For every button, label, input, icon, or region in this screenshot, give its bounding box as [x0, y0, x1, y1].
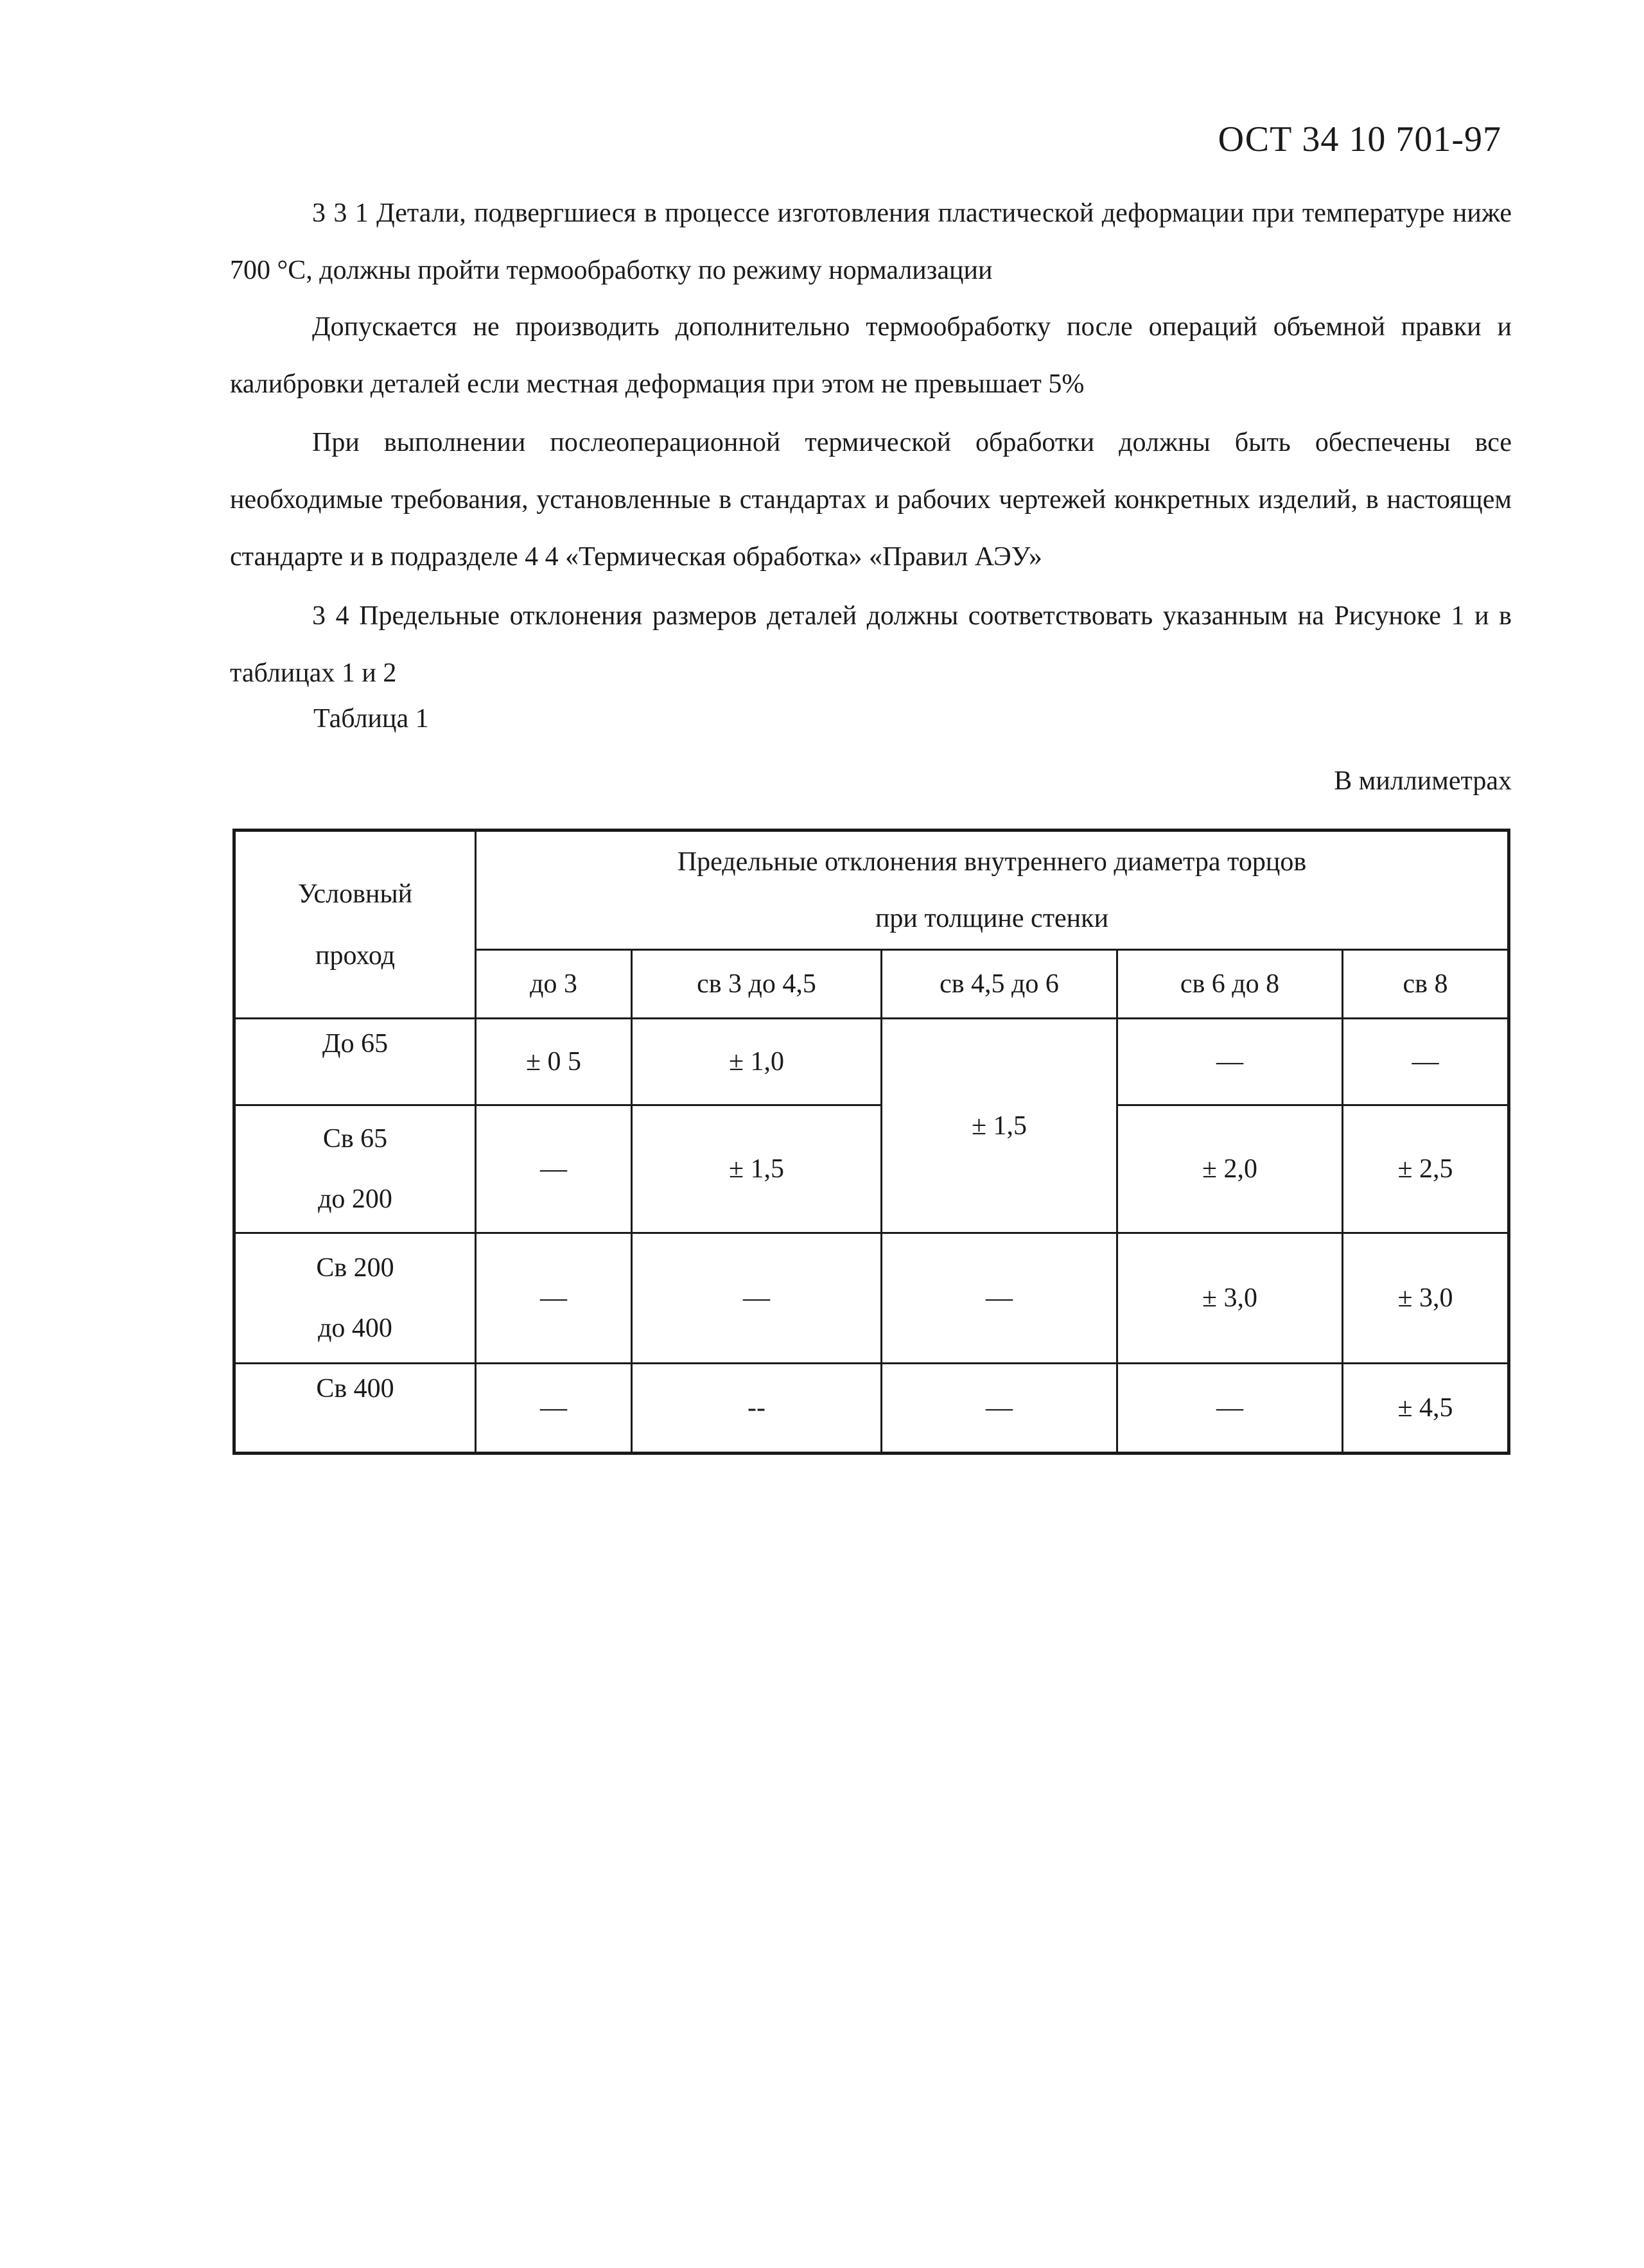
column-header: св 3 до 4,5 [632, 950, 882, 1019]
table-cell: ± 2,5 [1343, 1105, 1509, 1233]
row-label: До 65 [234, 1019, 476, 1105]
column-header: до 3 [476, 950, 632, 1019]
paragraph-text: 3 3 1 Детали, подвергшиеся в процессе изготовления пластической деформации при температуре ниже 700 °С, должны пройти термообработку по режиму нормализации [230, 198, 1512, 285]
row-label [234, 1105, 476, 1233]
tolerance-table [232, 829, 1510, 1455]
table-cell: — [1343, 1019, 1509, 1105]
table-cell: — [476, 1233, 632, 1364]
paragraph-heat-treatment [230, 414, 1512, 586]
row-label [234, 1233, 476, 1364]
document-code: ОСТ 34 10 701-97 [1218, 119, 1501, 159]
row-label-line: Св 200 [316, 1253, 394, 1283]
nominal-bore-header [234, 831, 476, 1019]
table-row [234, 1105, 1509, 1233]
table-cell: ± 0 5 [476, 1019, 632, 1105]
row-label-line: до 200 [318, 1184, 392, 1214]
table-cell: — [882, 1364, 1117, 1454]
table-cell: ± 2,0 [1117, 1105, 1343, 1233]
row-label-line: до 400 [318, 1314, 392, 1343]
table-cell-merged: ± 1,5 [882, 1019, 1117, 1233]
row-label-line: Св 65 [322, 1124, 388, 1154]
paragraph-3-3-1 [230, 185, 1512, 299]
paragraph-text: 3 4 Предельные отклонения размеров деталей должны соответствовать указанным на Рисуноке 1 и в таблицах 1 и 2 [230, 601, 1512, 688]
table-cell: ± 3,0 [1343, 1233, 1509, 1364]
table-cell: — [882, 1233, 1117, 1364]
column-header: св 8 [1343, 950, 1509, 1019]
header-line: при толщине стенки [875, 904, 1109, 933]
table-row [234, 1019, 1509, 1105]
column-header: св 4,5 до 6 [882, 950, 1117, 1019]
table-cell: ± 1,5 [632, 1105, 882, 1233]
paragraph-3-4 [230, 588, 1512, 702]
paragraph-text: Допускается не производить дополнительно термообработку после операций объемной правки и калибровки деталей если местная деформация при этом не превышает 5% [230, 312, 1512, 399]
table-cell: ± 3,0 [1117, 1233, 1343, 1364]
table-header-row [234, 831, 1509, 950]
table-row [234, 1364, 1509, 1454]
header-line: Предельные отклонения внутреннего диаметра торцов [677, 847, 1307, 877]
column-header: св 6 до 8 [1117, 950, 1343, 1019]
paragraph-allowance [230, 299, 1512, 413]
header-line: проход [315, 940, 395, 971]
deviation-group-header [476, 831, 1509, 950]
table-cell: — [1117, 1364, 1343, 1454]
table-cell: -- [632, 1364, 882, 1454]
table-row [234, 1233, 1509, 1364]
header-line: Условный [297, 879, 413, 909]
table-cell: ± 4,5 [1343, 1364, 1509, 1454]
row-label: Св 400 [234, 1364, 476, 1454]
table-cell: — [476, 1364, 632, 1454]
table-cell: ± 1,0 [632, 1019, 882, 1105]
units-note: В миллиметрах [1334, 766, 1512, 796]
table-cell: — [632, 1233, 882, 1364]
paragraph-text: При выполнении послеоперационной термической обработки должны быть обеспечены все необходимые требования, установленные в стандартах и рабочих чертежей конкретных изделий, в настоящем стандарте и в подразделе 4 4 «Термическая обработка» «Правил АЭУ» [230, 428, 1512, 572]
table-cell: — [476, 1105, 632, 1233]
table-cell: — [1117, 1019, 1343, 1105]
table-caption: Таблица 1 [313, 704, 429, 734]
